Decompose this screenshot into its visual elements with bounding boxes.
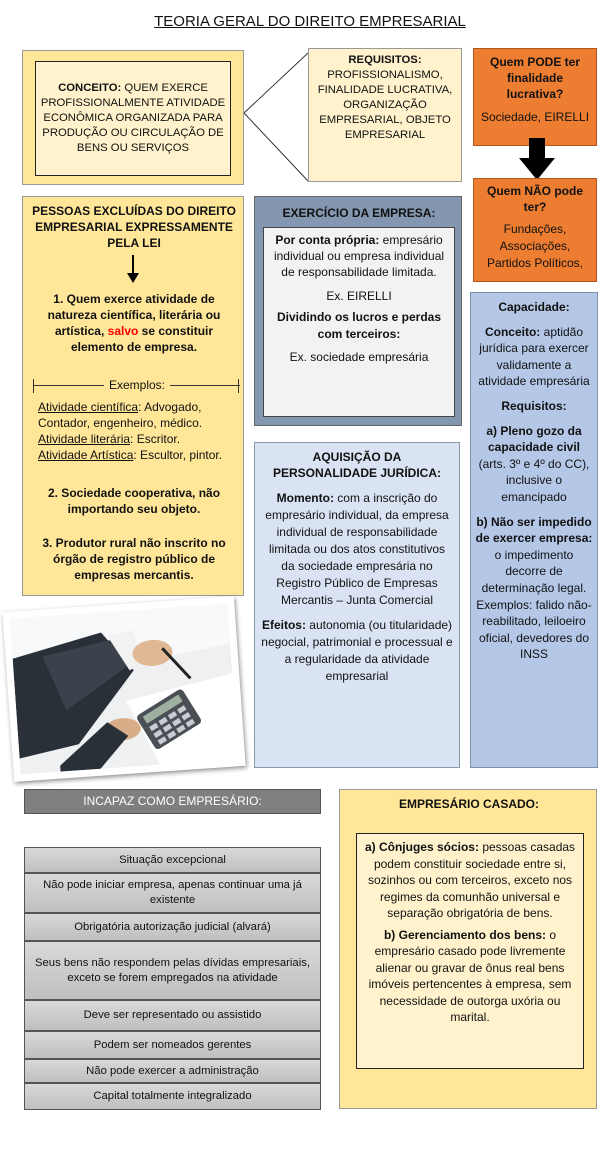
down-arrow-icon	[517, 138, 557, 180]
efeitos-label: Efeitos:	[261, 618, 306, 632]
ex1-text: : Advogado, Contador, engenheiro, médico.	[38, 400, 203, 430]
incapaz-item-text: Situação excepcional	[119, 853, 226, 866]
ex2-text: : Escritor.	[130, 432, 181, 446]
excluidas-item2: 2. Sociedade cooperativa, não importando seu objeto.	[47, 486, 221, 516]
propria-label: Por conta própria:	[275, 233, 380, 247]
exemplos-label: Exemplos:	[104, 377, 170, 393]
terceiros-ex: Ex. sociedade empresária	[289, 350, 429, 364]
casado-b-label: b) Gerenciamento dos bens:	[383, 927, 546, 942]
propria-ex: Ex. EIRELLI	[326, 289, 392, 303]
item1-part-a: 1. Quem exerce atividade de natureza científica, literária ou artística,	[47, 292, 221, 338]
businessman-image	[10, 604, 238, 775]
cap-b-text: o impedimento decorre de determinação legal. Exemplos: falido não-reabilitado, leiloeiro oficial, devedores do INSS	[476, 547, 592, 662]
ex1-label: Atividade científica	[38, 400, 139, 414]
cap-a-label: a) Pleno gozo da capacidade civil	[486, 423, 582, 455]
excluidas-title: PESSOAS EXCLUÍDAS DO DIREITO EMPRESARIAL EXPRESSAMENTE PELA LEI	[32, 204, 236, 250]
propria-text: empresário individual ou empresa individual de responsabilidade limitada.	[273, 233, 445, 279]
quem-pode-title: Quem PODE ter finalidade lucrativa?	[489, 55, 581, 101]
casado-box	[339, 789, 597, 1109]
incapaz-item-text: Deve ser representado ou assistido	[83, 1009, 262, 1021]
incapaz-item	[24, 873, 321, 913]
cap-conceito-text: aptidão jurídica para exercer validamente a atividade empresária	[478, 324, 590, 389]
casado-title: EMPRESÁRIO CASADO:	[398, 797, 539, 811]
incapaz-item	[24, 847, 321, 873]
casado-a-text: pessoas casadas podem constituir sociedade entre si, sozinhos ou com terceiros, exceto nos regimes da comunhão universal e separação obrigatória de bens.	[367, 840, 576, 920]
exercicio-box	[254, 196, 462, 426]
efeitos-text: autonomia (ou titularidade) negocial, patrimonial e processual e a regularidade da atividade empresarial	[261, 618, 453, 683]
cap-requisitos-label: Requisitos:	[501, 398, 567, 413]
requisitos-box	[308, 48, 462, 182]
momento-text: com a inscrição do empresário individual, da empresa individual de responsabilidade limitada ou dos atos constitutivos da sociedade empresária no Registro Público de Empresas Mercantis – Junta Comercial	[265, 491, 449, 607]
page-title: TEORIA GERAL DO DIREITO EMPRESARIAL	[154, 13, 466, 30]
quem-nao-pode-box	[473, 178, 597, 282]
businessman-photo	[2, 596, 245, 782]
excluidas-item1	[31, 291, 237, 355]
cap-conceito-label: Conceito:	[484, 324, 541, 339]
incapaz-item	[24, 1031, 321, 1059]
exercicio-inner	[263, 227, 455, 417]
incapaz-title: INCAPAZ COMO EMPRESÁRIO:	[83, 794, 262, 808]
cap-b-label: b) Não ser impedido de exercer empresa:	[475, 514, 593, 546]
incapaz-item-text: Capital totalmente integralizado	[93, 1090, 252, 1102]
incapaz-item-text: Não pode exercer a administração	[86, 1064, 259, 1077]
quem-pode-box	[473, 48, 597, 146]
cap-a-text: (arts. 3º e 4º do CC), inclusive o emancipado	[478, 456, 590, 504]
incapaz-item	[24, 1083, 321, 1110]
incapaz-item-text: Podem ser nomeados gerentes	[93, 1038, 252, 1051]
ex2-label: Atividade literária	[38, 432, 131, 446]
ex3-text: : Escultor, pintor.	[133, 448, 223, 462]
ex3-label: Atividade Artística	[38, 448, 134, 462]
exemplos-list	[38, 399, 242, 463]
aquisicao-title: AQUISIÇÃO DA PERSONALIDADE JURÍDICA:	[272, 450, 441, 480]
casado-a-label: a) Cônjuges sócios:	[364, 840, 479, 854]
incapaz-item	[24, 1059, 321, 1083]
excluidas-item3: 3. Produtor rural não inscrito no órgão de registro público de empresas mercantis.	[42, 536, 226, 582]
capacidade-box	[470, 292, 598, 768]
conceito-label: CONCEITO:	[58, 82, 122, 94]
conceito-inner	[35, 61, 231, 176]
incapaz-item	[24, 941, 321, 1000]
conceito-text: QUEM EXERCE PROFISSIONALMENTE ATIVIDADE ECONÔMICA ORGANIZADA PARA PRODUÇÃO OU CIRCULAÇÃO DE BENS OU SERVIÇOS	[40, 82, 226, 154]
item1-salvo: salvo	[107, 324, 139, 338]
incapaz-item-text: Não pode iniciar empresa, apenas continuar uma já existente	[43, 879, 302, 906]
requisitos-text: PROFISSIONALISMO, FINALIDADE LUCRATIVA, ORGANIZAÇÃO EMPRESARIAL, OBJETO EMPRESARIAL	[317, 69, 453, 141]
exemplos-bracket	[33, 379, 239, 393]
quem-nao-pode-text: Fundações, Associações, Partidos Políticos,	[486, 222, 584, 270]
casado-b-text: o empresário casado pode livremente alienar ou gravar de ônus real bens imóveis pertencentes à empresa, sem necessidade de outorga uxória ou marital.	[368, 927, 572, 1024]
requisitos-label: REQUISITOS:	[348, 54, 422, 66]
quem-nao-pode-title: Quem NÃO pode ter?	[486, 184, 583, 214]
casado-inner	[356, 833, 584, 1069]
excluidas-box	[22, 196, 244, 596]
aquisicao-box	[254, 442, 460, 768]
incapaz-title-bar	[24, 789, 321, 814]
incapaz-item-text: Obrigatória autorização judicial (alvará)	[74, 920, 271, 933]
item1-part-b: se constituir elemento de empresa.	[70, 324, 214, 354]
incapaz-item-text: Seus bens não respondem pelas dívidas empresariais, exceto se forem empregados na atividade	[34, 956, 311, 984]
incapaz-item	[24, 1000, 321, 1031]
terceiros-label: Dividindo os lucros e perdas com terceiros:	[276, 310, 442, 341]
incapaz-item	[24, 913, 321, 941]
conceito-box	[22, 50, 244, 185]
exercicio-title: EXERCÍCIO DA EMPRESA:	[282, 206, 436, 220]
momento-label: Momento:	[276, 491, 334, 505]
quem-pode-text: Sociedade, EIRELLI	[480, 110, 590, 124]
excluidas-arrow-icon	[126, 255, 140, 283]
capacidade-title: Capacidade:	[498, 300, 570, 314]
